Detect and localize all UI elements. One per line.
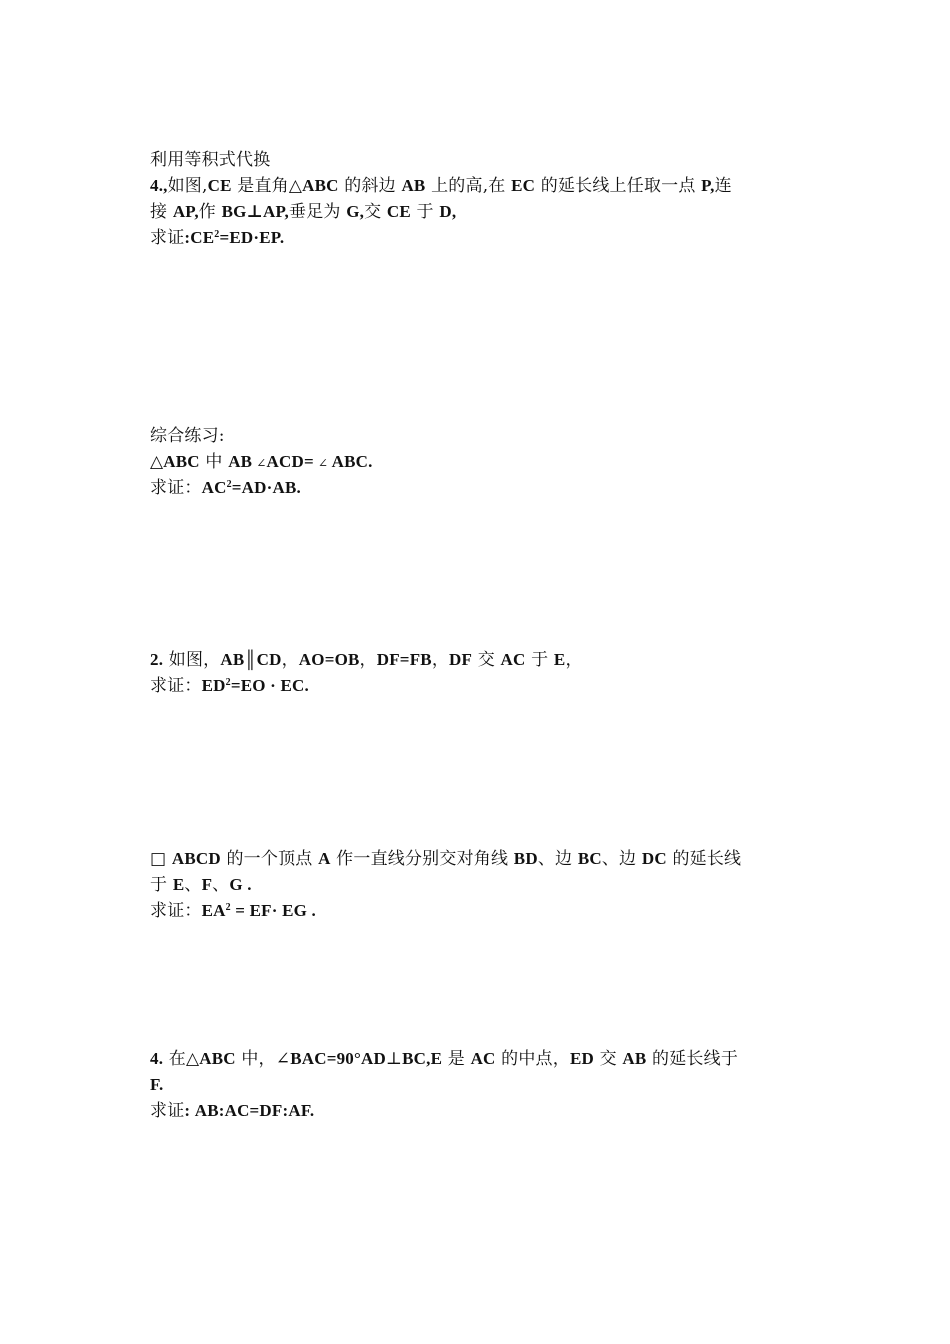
problem-1-line-2: 接 AP,作 BG⊥AP,垂足为 G,交 CE 于 D, [150, 202, 457, 222]
problem-4-line-1: □ ABCD 的一个顶点 A 作一直线分别交对角线 BD、边 BC、边 DC 的延长线 [150, 849, 742, 869]
problem-3-line-1: 2. 如图，AB║CD，AO=OB，DF=FB，DF 交 AC 于 E， [150, 650, 583, 670]
section-heading: 利用等积式代换 [150, 150, 271, 170]
problem-1-prove: 求证$:CE^2=ED\cdot EP$. [150, 228, 285, 248]
problem-2-prove: 求证：$AC^2=AD\cdot AB$. [150, 478, 301, 498]
problem-5-line-2: F. [150, 1075, 164, 1094]
problem-1-line-1: 4.,如图,CE 是直角△ABC 的斜边 AB 上的高,在 EC 的延长线上任取一点 P,连 [150, 176, 732, 196]
problem-4-line-2: 于 E、F、G . [150, 875, 252, 895]
problem-5-prove: 求证: AB:AC=DF:AF. [150, 1101, 315, 1121]
problem-2-line-1: △ABC 中 AB ∠ACD= ∠ ABC. [150, 452, 373, 472]
practice-heading: 综合练习: [150, 426, 225, 446]
problem-4-prove: 求证：$EA^2 = EF\cdot$ EG . [150, 901, 316, 921]
problem-5-line-1: 4. 在△ABC 中，∠BAC=90°AD⊥BC,E 是 AC 的中点，ED 交 AB 的延长线于 [150, 1049, 739, 1069]
problem-3-prove: 求证：$ED^2=EO$ · EC. [150, 676, 309, 696]
